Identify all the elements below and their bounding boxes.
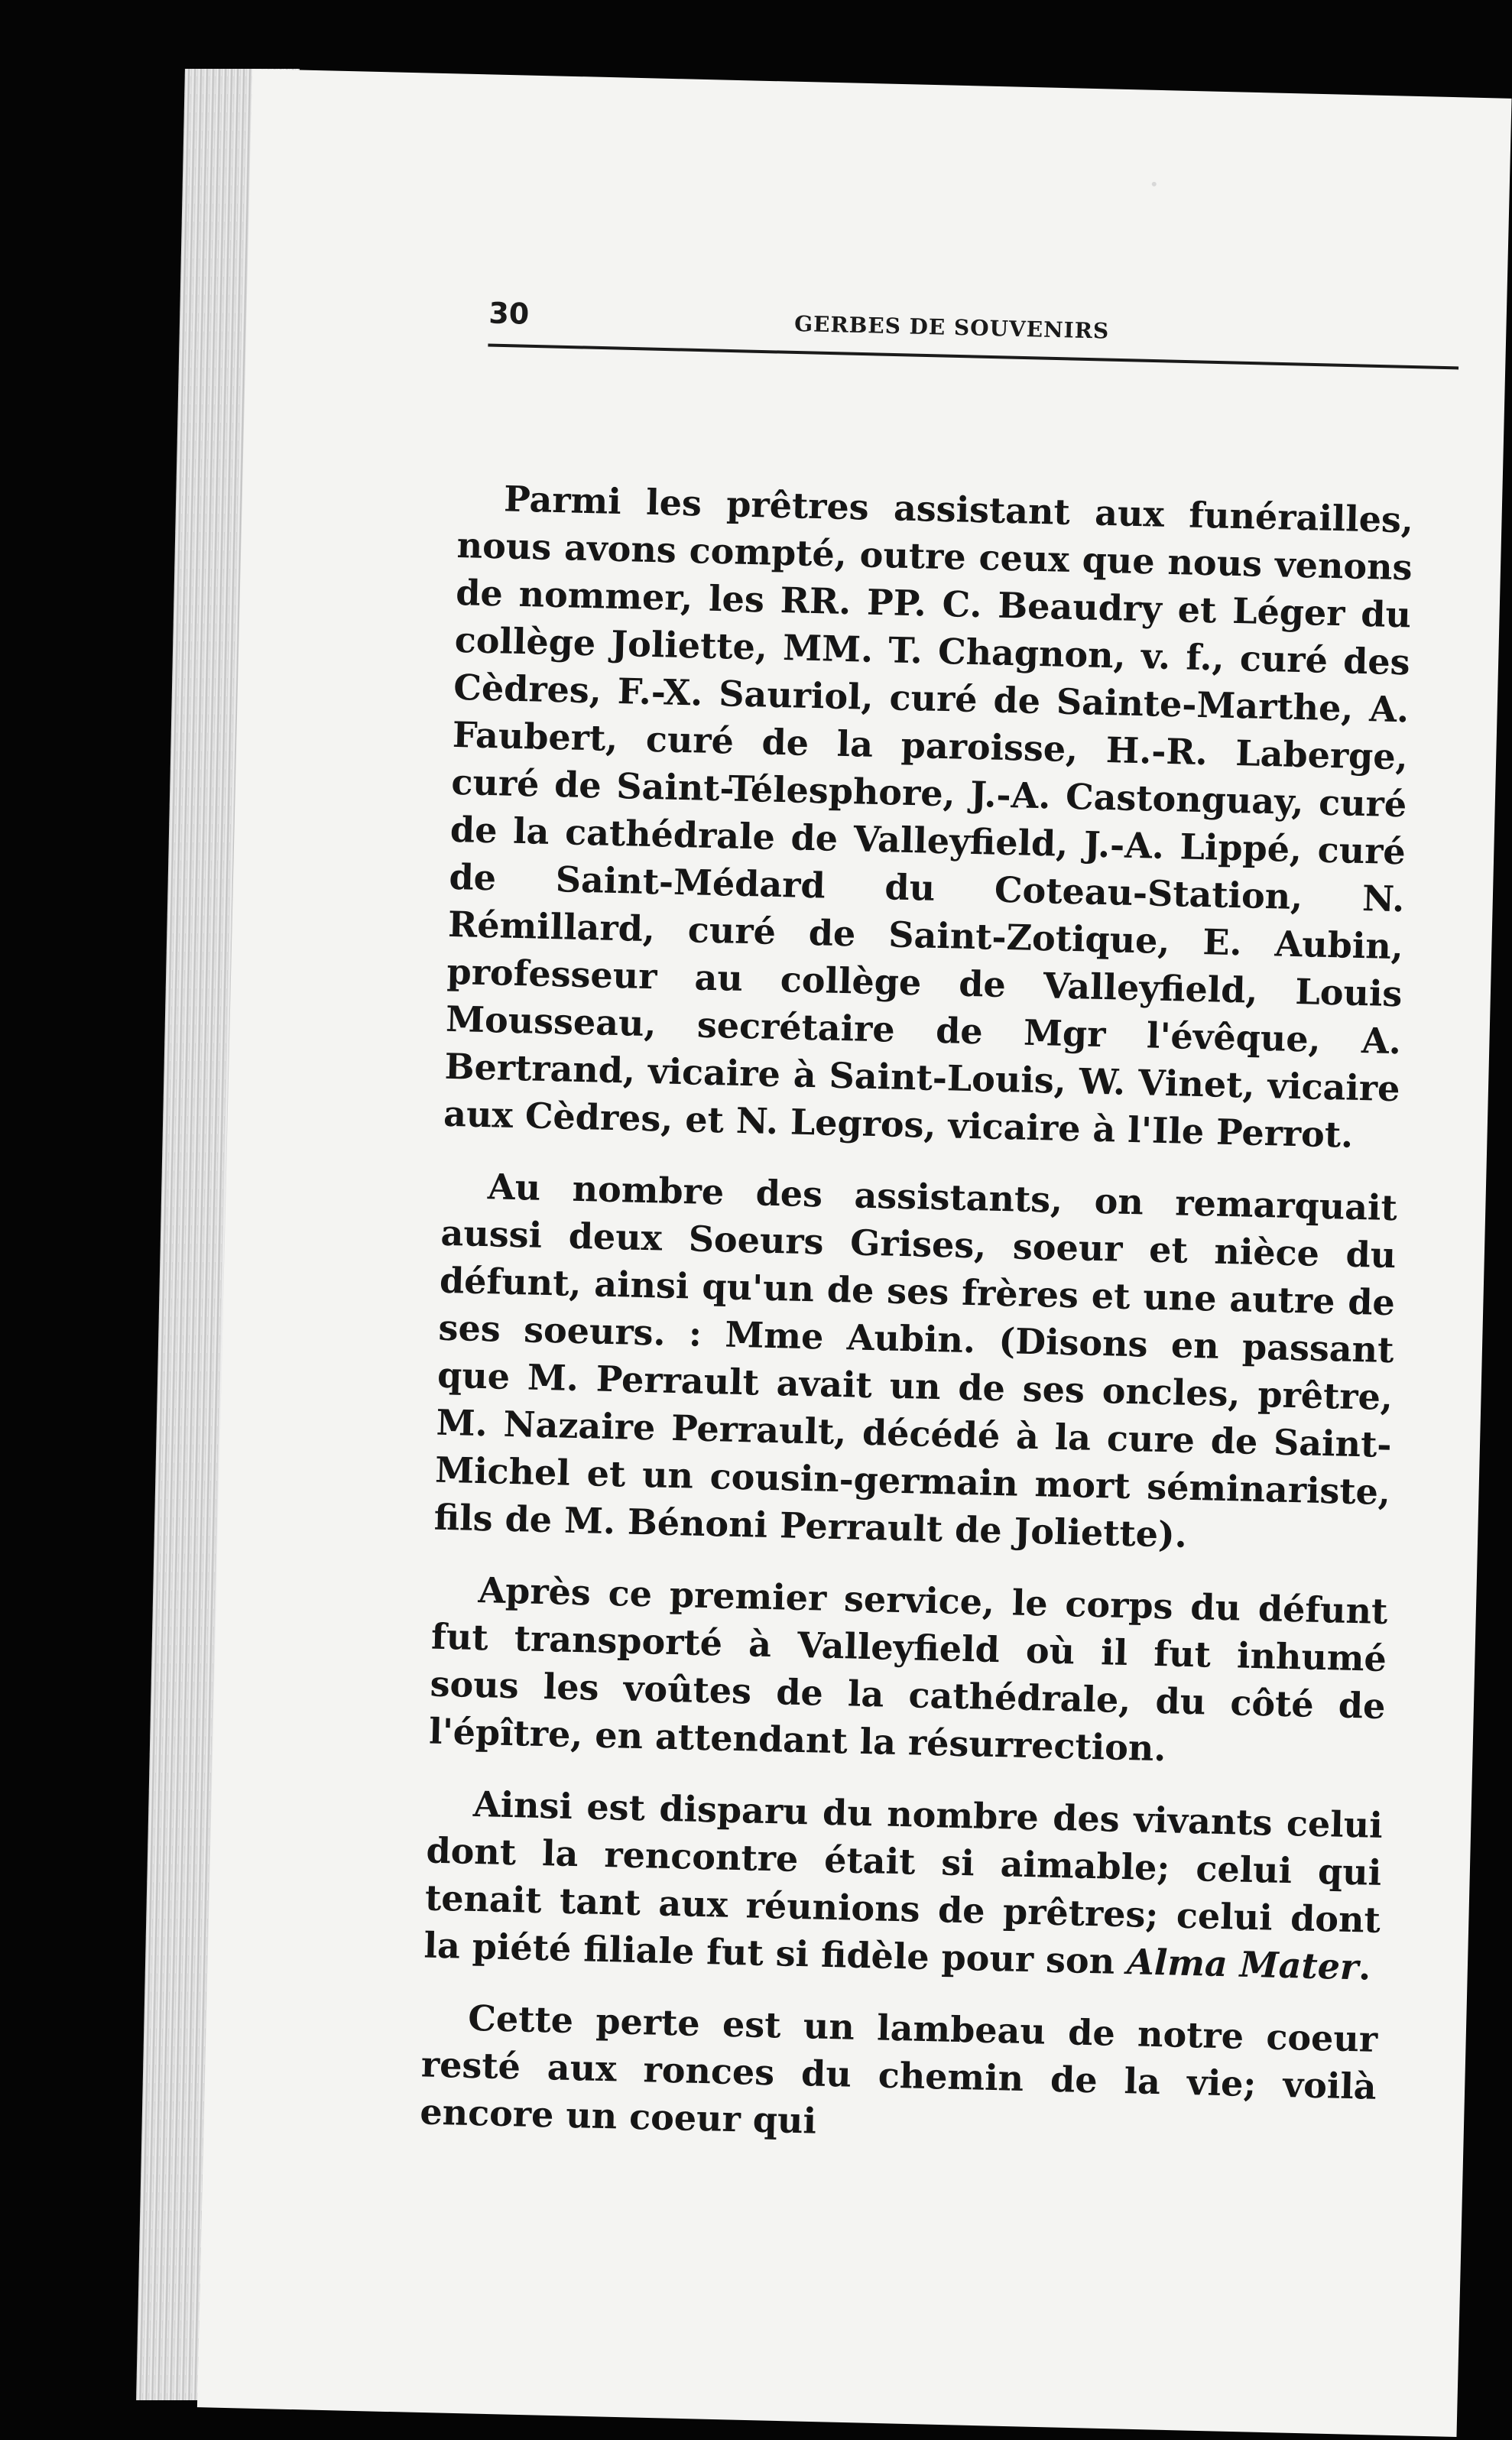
page-number: 30 xyxy=(488,296,530,331)
paragraph: Après ce premier service, le corps du défunt fut transporté à Valleyfield où il fut inhumé sous les voûtes de la cathédrale, du côté de l'épître, en attendant la résurrection. xyxy=(428,1569,1388,1770)
paper-speck xyxy=(1152,182,1157,187)
paragraph-text: . xyxy=(1358,1946,1371,1988)
paragraph xyxy=(423,1780,1383,1991)
body-text xyxy=(419,474,1414,2182)
paragraph: Au nombre des assistants, on remarquait aussi deux Soeurs Grises, soeur et nièce du défunt, ainsi qu'un de ses frères et une autre de ses soeurs. : Mme Aubin. (Disons en passant que M. Perrault avait un de ses oncles, prêtre, M. Nazaire Perrault, décédé à la cure de Saint-Michel et un cousin-germain mort séminariste, fils de M. Bénoni Perrault de Joliette). xyxy=(433,1166,1398,1556)
italic-phrase: Alma Mater xyxy=(1126,1941,1359,1988)
paragraph: Parmi les prêtres assistant aux funérailles, nous avons compté, outre ceux que nous venons de nommer, les RR. PP. C. Beaudry et Léger du collège Joliette, MM. T. Chagnon, v. f., curé des Cèdres, F.-X. Sauriol, curé de Sainte-Marthe, A. Faubert, curé de la paroisse, H.-R. Laberge, curé de Saint-Télesphore, J.-A. Castonguay, curé de la cathédrale de Valleyfield, J.-A. Lippé, curé de Saint-Médard du Coteau-Station, N. Rémillard, curé de Saint-Zotique, E. Aubin, professeur au collège de Valleyfield, Louis Mousseau, secrétaire de Mgr l'évêque, A. Bertrand, vicaire à Saint-Louis, W. Vinet, vicaire aux Cèdres, et N. Legros, vicaire à l'Ile Perrot. xyxy=(443,478,1414,1156)
running-title: GERBES DE SOUVENIRS xyxy=(793,310,1110,344)
paragraph: Cette perte est un lambeau de notre coeur resté aux ronces du chemin de la vie; voilà encore un coeur qui xyxy=(419,1997,1378,2142)
paragraph-text: Ainsi est disparu du nombre des vivants celui dont la rencontre était si aimable; celui qui tenait tant aux réunions de prêtres; celui dont la piété filiale fut si fidèle pour son xyxy=(423,1783,1384,1983)
